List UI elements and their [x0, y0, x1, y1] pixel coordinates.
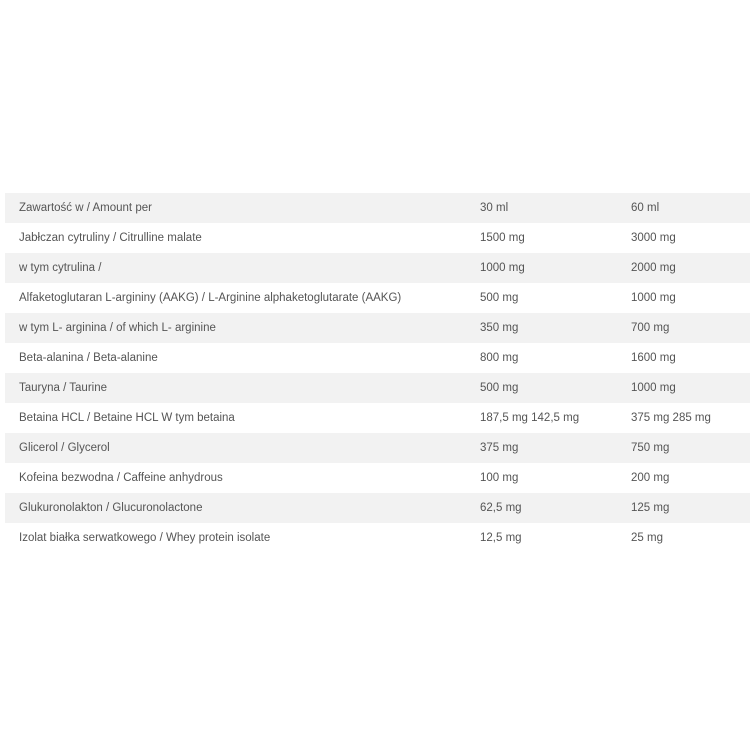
table-row — [5, 343, 750, 373]
header-amount-per: Zawartość w / Amount per — [5, 193, 480, 223]
amount-30ml: 500 mg — [480, 292, 519, 304]
amount-60ml: 1600 mg — [631, 352, 676, 364]
ingredient-name: Betaina HCL / Betaine HCL W tym betaina — [19, 412, 235, 424]
amount-60ml: 375 mg 285 mg — [631, 412, 711, 424]
amount-30ml: 500 mg — [480, 373, 631, 403]
amount-60ml: 2000 mg — [631, 253, 750, 283]
table-row — [5, 373, 750, 403]
table-row — [5, 493, 750, 523]
table-row — [5, 523, 750, 553]
amount-30ml: 375 mg — [480, 433, 631, 463]
amount-30ml: 62,5 mg — [480, 493, 631, 523]
ingredient-name: Glicerol / Glycerol — [5, 433, 480, 463]
table-row — [5, 463, 750, 493]
table-row — [5, 403, 750, 433]
table-row — [5, 313, 750, 343]
amount-30ml: 1000 mg — [480, 253, 631, 283]
ingredient-name: Beta-alanina / Beta-alanine — [19, 352, 158, 364]
amount-60ml: 1000 mg — [631, 292, 676, 304]
ingredient-name: Alfaketoglutaran L-argininy (AAKG) / L-Arginine alphaketoglutarate (AAKG) — [19, 292, 402, 304]
ingredient-name: Kofeina bezwodna / Caffeine anhydrous — [19, 472, 223, 484]
ingredient-name: Tauryna / Taurine — [5, 373, 480, 403]
table-row — [5, 283, 750, 313]
ingredient-name: Glukuronolakton / Glucuronolactone — [5, 493, 480, 523]
amount-30ml: 100 mg — [480, 472, 519, 484]
header-serving-60ml: 60 ml — [631, 193, 750, 223]
table-row — [5, 433, 750, 463]
amount-60ml: 1000 mg — [631, 373, 750, 403]
table-row — [5, 253, 750, 283]
amount-30ml: 12,5 mg — [480, 532, 522, 544]
table-row — [5, 223, 750, 253]
amount-60ml: 25 mg — [631, 532, 663, 544]
amount-60ml: 3000 mg — [631, 232, 676, 244]
header-serving-30ml: 30 ml — [480, 193, 631, 223]
amount-30ml: 187,5 mg 142,5 mg — [480, 412, 580, 424]
amount-30ml: 800 mg — [480, 352, 519, 364]
amount-30ml: 1500 mg — [480, 232, 525, 244]
table-header-row — [5, 193, 750, 223]
ingredient-name: w tym cytrulina / — [5, 253, 480, 283]
nutrition-table — [5, 193, 750, 553]
amount-60ml: 200 mg — [631, 472, 670, 484]
ingredient-name: Izolat białka serwatkowego / Whey protein isolate — [19, 532, 271, 544]
amount-60ml: 125 mg — [631, 493, 750, 523]
ingredient-name: w tym L- arginina / of which L- arginine — [5, 313, 480, 343]
amount-30ml: 350 mg — [480, 313, 631, 343]
amount-60ml: 750 mg — [631, 433, 750, 463]
amount-60ml: 700 mg — [631, 313, 750, 343]
ingredient-name: Jabłczan cytruliny / Citrulline malate — [19, 232, 202, 244]
